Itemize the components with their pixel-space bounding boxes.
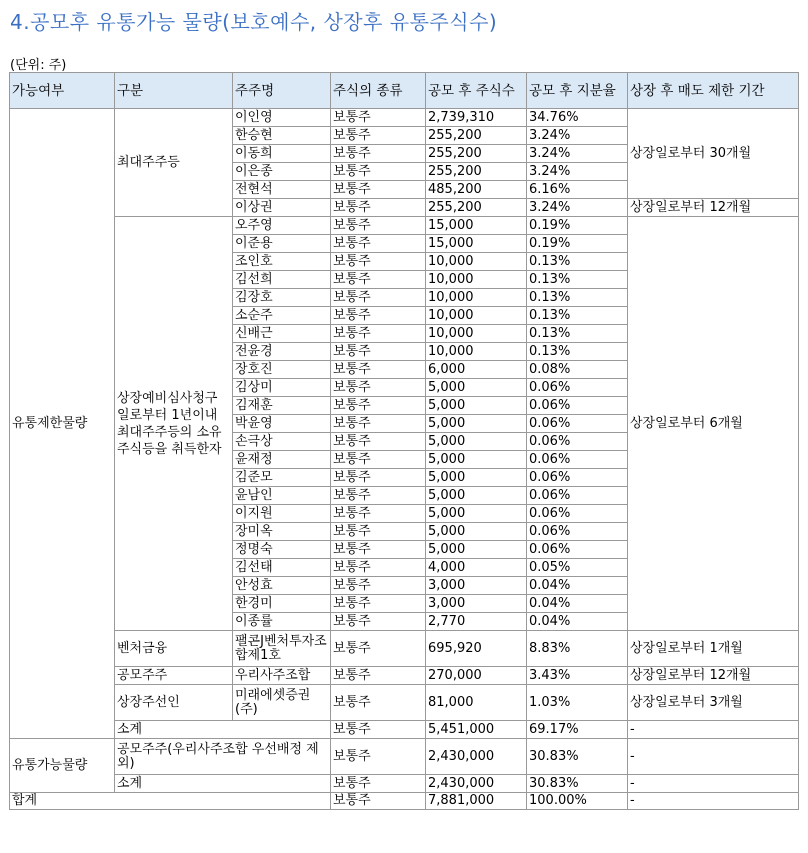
percent-cell: 0.06% — [527, 505, 628, 523]
shareholder-name-cell: 김재훈 — [233, 397, 331, 415]
share-type-cell: 보통주 — [331, 433, 426, 451]
share-type-cell: 보통주 — [331, 505, 426, 523]
shares-cell: 5,000 — [426, 379, 527, 397]
header-cell: 공모 후 지분율 — [527, 73, 628, 109]
table-row — [10, 775, 799, 793]
share-type-cell: 보통주 — [331, 667, 426, 685]
shareholder-name-cell: 정명숙 — [233, 541, 331, 559]
shareholder-name-cell: 안성효 — [233, 577, 331, 595]
table-row — [10, 217, 799, 235]
table-row — [10, 721, 799, 739]
share-type-cell: 보통주 — [331, 577, 426, 595]
share-type-cell: 보통주 — [331, 289, 426, 307]
shareholder-name-cell: 전현석 — [233, 181, 331, 199]
percent-cell: 0.13% — [527, 253, 628, 271]
percent-cell: 0.13% — [527, 325, 628, 343]
shares-cell: 5,000 — [426, 523, 527, 541]
shareholder-name-cell: 김준모 — [233, 469, 331, 487]
header-row — [10, 73, 799, 109]
shareholder-name-cell: 김상미 — [233, 379, 331, 397]
shares-cell: 5,000 — [426, 505, 527, 523]
shares-cell: 270,000 — [426, 667, 527, 685]
shares-cell: 15,000 — [426, 235, 527, 253]
share-type-cell: 보통주 — [331, 523, 426, 541]
shareholder-name-cell: 김선태 — [233, 559, 331, 577]
share-type-cell: 보통주 — [331, 325, 426, 343]
category-cell: 공모주주 — [115, 667, 233, 685]
shares-cell: 81,000 — [426, 685, 527, 721]
shareholder-name-cell: 오주영 — [233, 217, 331, 235]
period-cell: 상장일로부터 12개월 — [628, 199, 799, 217]
shareholder-name-cell: 장미옥 — [233, 523, 331, 541]
percent-cell: 0.04% — [527, 595, 628, 613]
shares-cell: 255,200 — [426, 145, 527, 163]
shareholder-name-cell: 윤재정 — [233, 451, 331, 469]
share-type-cell: 보통주 — [331, 613, 426, 631]
shares-cell: 5,000 — [426, 415, 527, 433]
lockup-table — [9, 72, 799, 810]
shares-cell: 5,000 — [426, 487, 527, 505]
shares-cell: 255,200 — [426, 163, 527, 181]
shares-cell: 5,000 — [426, 469, 527, 487]
period-cell: 상장일로부터 12개월 — [628, 667, 799, 685]
percent-cell: 0.13% — [527, 343, 628, 361]
share-type-cell: 보통주 — [331, 451, 426, 469]
percent-cell: 3.43% — [527, 667, 628, 685]
share-type-cell: 보통주 — [331, 253, 426, 271]
shareholder-name-cell: 우리사주조합 — [233, 667, 331, 685]
share-type-cell: 보통주 — [331, 739, 426, 775]
percent-cell: 3.24% — [527, 145, 628, 163]
period-cell: 상장일로부터 1개월 — [628, 631, 799, 667]
percent-cell: 0.06% — [527, 433, 628, 451]
percent-cell: 3.24% — [527, 163, 628, 181]
percent-cell: 0.06% — [527, 523, 628, 541]
shareholder-name-cell: 박윤영 — [233, 415, 331, 433]
percent-cell: 0.05% — [527, 559, 628, 577]
category-cell: 벤처금융 — [115, 631, 233, 667]
percent-cell: 0.04% — [527, 613, 628, 631]
shareholder-name-cell: 김선희 — [233, 271, 331, 289]
header-cell: 상장 후 매도 제한 기간 — [628, 73, 799, 109]
percent-cell: 69.17% — [527, 721, 628, 739]
shareholder-name-cell: 한경미 — [233, 595, 331, 613]
percent-cell: 0.04% — [527, 577, 628, 595]
table-row — [10, 685, 799, 721]
share-type-cell: 보통주 — [331, 559, 426, 577]
percent-cell: 0.08% — [527, 361, 628, 379]
shareholder-name-cell: 이지원 — [233, 505, 331, 523]
share-type-cell: 보통주 — [331, 397, 426, 415]
shares-cell: 4,000 — [426, 559, 527, 577]
share-type-cell: 보통주 — [331, 631, 426, 667]
shares-cell: 3,000 — [426, 595, 527, 613]
table-row — [10, 631, 799, 667]
shareholder-name-cell: 팰콘J벤처투자조합제1호 — [233, 631, 331, 667]
share-type-cell: 보통주 — [331, 685, 426, 721]
percent-cell: 34.76% — [527, 109, 628, 127]
header-cell: 공모 후 주식수 — [426, 73, 527, 109]
shares-cell: 5,451,000 — [426, 721, 527, 739]
percent-cell: 8.83% — [527, 631, 628, 667]
shares-cell: 2,739,310 — [426, 109, 527, 127]
share-type-cell: 보통주 — [331, 595, 426, 613]
period-cell: - — [628, 775, 799, 793]
shareholder-name-cell: 한승현 — [233, 127, 331, 145]
shares-cell: 255,200 — [426, 199, 527, 217]
category-cell: 상장주선인 — [115, 685, 233, 721]
period-cell: 상장일로부터 30개월 — [628, 109, 799, 199]
share-type-cell: 보통주 — [331, 793, 426, 810]
percent-cell: 0.06% — [527, 397, 628, 415]
percent-cell: 0.19% — [527, 217, 628, 235]
header-cell: 구분 — [115, 73, 233, 109]
shareholder-name-cell: 이종률 — [233, 613, 331, 631]
shareholder-name-cell: 미래에셋증권(주) — [233, 685, 331, 721]
shares-cell: 10,000 — [426, 253, 527, 271]
share-type-cell: 보통주 — [331, 181, 426, 199]
shares-cell: 7,881,000 — [426, 793, 527, 810]
share-type-cell: 보통주 — [331, 775, 426, 793]
period-cell: - — [628, 739, 799, 775]
percent-cell: 0.13% — [527, 271, 628, 289]
unit-label: (단위: 주) — [10, 58, 67, 73]
group-restricted-cell: 유통제한물량 — [10, 109, 115, 739]
percent-cell: 0.06% — [527, 379, 628, 397]
share-type-cell: 보통주 — [331, 343, 426, 361]
percent-cell: 0.06% — [527, 487, 628, 505]
share-type-cell: 보통주 — [331, 127, 426, 145]
shareholder-name-cell: 장호진 — [233, 361, 331, 379]
shares-cell: 10,000 — [426, 307, 527, 325]
percent-cell: 0.19% — [527, 235, 628, 253]
percent-cell: 100.00% — [527, 793, 628, 810]
share-type-cell: 보통주 — [331, 361, 426, 379]
shareholder-name-cell: 신배근 — [233, 325, 331, 343]
shares-cell: 5,000 — [426, 451, 527, 469]
share-type-cell: 보통주 — [331, 487, 426, 505]
group-tradable-cell: 유통가능물량 — [10, 739, 115, 793]
share-type-cell: 보통주 — [331, 469, 426, 487]
shareholder-name-cell: 소순주 — [233, 307, 331, 325]
percent-cell: 0.06% — [527, 541, 628, 559]
percent-cell: 30.83% — [527, 775, 628, 793]
share-type-cell: 보통주 — [331, 217, 426, 235]
percent-cell: 0.06% — [527, 415, 628, 433]
percent-cell: 6.16% — [527, 181, 628, 199]
header-cell: 주주명 — [233, 73, 331, 109]
shares-cell: 485,200 — [426, 181, 527, 199]
shareholder-name-cell: 이준용 — [233, 235, 331, 253]
period-cell: 상장일로부터 6개월 — [628, 217, 799, 631]
table-row — [10, 739, 799, 775]
period-cell: - — [628, 721, 799, 739]
shares-cell: 6,000 — [426, 361, 527, 379]
period-cell: 상장일로부터 3개월 — [628, 685, 799, 721]
shares-cell: 2,770 — [426, 613, 527, 631]
shares-cell: 3,000 — [426, 577, 527, 595]
share-type-cell: 보통주 — [331, 721, 426, 739]
percent-cell: 0.13% — [527, 307, 628, 325]
share-type-cell: 보통주 — [331, 307, 426, 325]
subtotal-label-cell: 소계 — [115, 775, 331, 793]
header-cell: 가능여부 — [10, 73, 115, 109]
shares-cell: 10,000 — [426, 343, 527, 361]
category-cell: 최대주주등 — [115, 109, 233, 217]
shareholder-name-cell: 이상권 — [233, 199, 331, 217]
share-type-cell: 보통주 — [331, 379, 426, 397]
shares-cell: 10,000 — [426, 325, 527, 343]
share-type-cell: 보통주 — [331, 199, 426, 217]
shareholder-name-cell: 손극상 — [233, 433, 331, 451]
total-label-cell: 합계 — [10, 793, 331, 810]
percent-cell: 0.06% — [527, 451, 628, 469]
percent-cell: 3.24% — [527, 127, 628, 145]
percent-cell: 0.06% — [527, 469, 628, 487]
shareholder-name-cell: 이동희 — [233, 145, 331, 163]
table-row — [10, 793, 799, 810]
shareholder-name-cell: 이인영 — [233, 109, 331, 127]
percent-cell: 1.03% — [527, 685, 628, 721]
shareholder-name-cell: 윤남인 — [233, 487, 331, 505]
page-title: 4.공모후 유통가능 물량(보호예수, 상장후 유통주식수) — [10, 10, 498, 34]
shares-cell: 15,000 — [426, 217, 527, 235]
header-cell: 주식의 종류 — [331, 73, 426, 109]
shares-cell: 5,000 — [426, 541, 527, 559]
share-type-cell: 보통주 — [331, 415, 426, 433]
percent-cell: 0.13% — [527, 289, 628, 307]
shares-cell: 10,000 — [426, 271, 527, 289]
share-type-cell: 보통주 — [331, 271, 426, 289]
category-cell: 공모주주(우리사주조합 우선배정 제외) — [115, 739, 331, 775]
shareholder-name-cell: 김장호 — [233, 289, 331, 307]
shares-cell: 2,430,000 — [426, 775, 527, 793]
shares-cell: 695,920 — [426, 631, 527, 667]
shareholder-name-cell: 전윤경 — [233, 343, 331, 361]
subtotal-label-cell: 소계 — [115, 721, 331, 739]
shares-cell: 2,430,000 — [426, 739, 527, 775]
shares-cell: 5,000 — [426, 397, 527, 415]
percent-cell: 30.83% — [527, 739, 628, 775]
percent-cell: 3.24% — [527, 199, 628, 217]
share-type-cell: 보통주 — [331, 541, 426, 559]
share-type-cell: 보통주 — [331, 163, 426, 181]
table-row — [10, 667, 799, 685]
shares-cell: 5,000 — [426, 433, 527, 451]
period-cell: - — [628, 793, 799, 810]
shares-cell: 10,000 — [426, 289, 527, 307]
share-type-cell: 보통주 — [331, 235, 426, 253]
share-type-cell: 보통주 — [331, 145, 426, 163]
shareholder-name-cell: 이은종 — [233, 163, 331, 181]
share-type-cell: 보통주 — [331, 109, 426, 127]
shares-cell: 255,200 — [426, 127, 527, 145]
shareholder-name-cell: 조인호 — [233, 253, 331, 271]
table-row — [10, 109, 799, 127]
category-cell: 상장예비심사청구일로부터 1년이내 최대주주등의 소유주식등을 취득한자 — [115, 217, 233, 631]
